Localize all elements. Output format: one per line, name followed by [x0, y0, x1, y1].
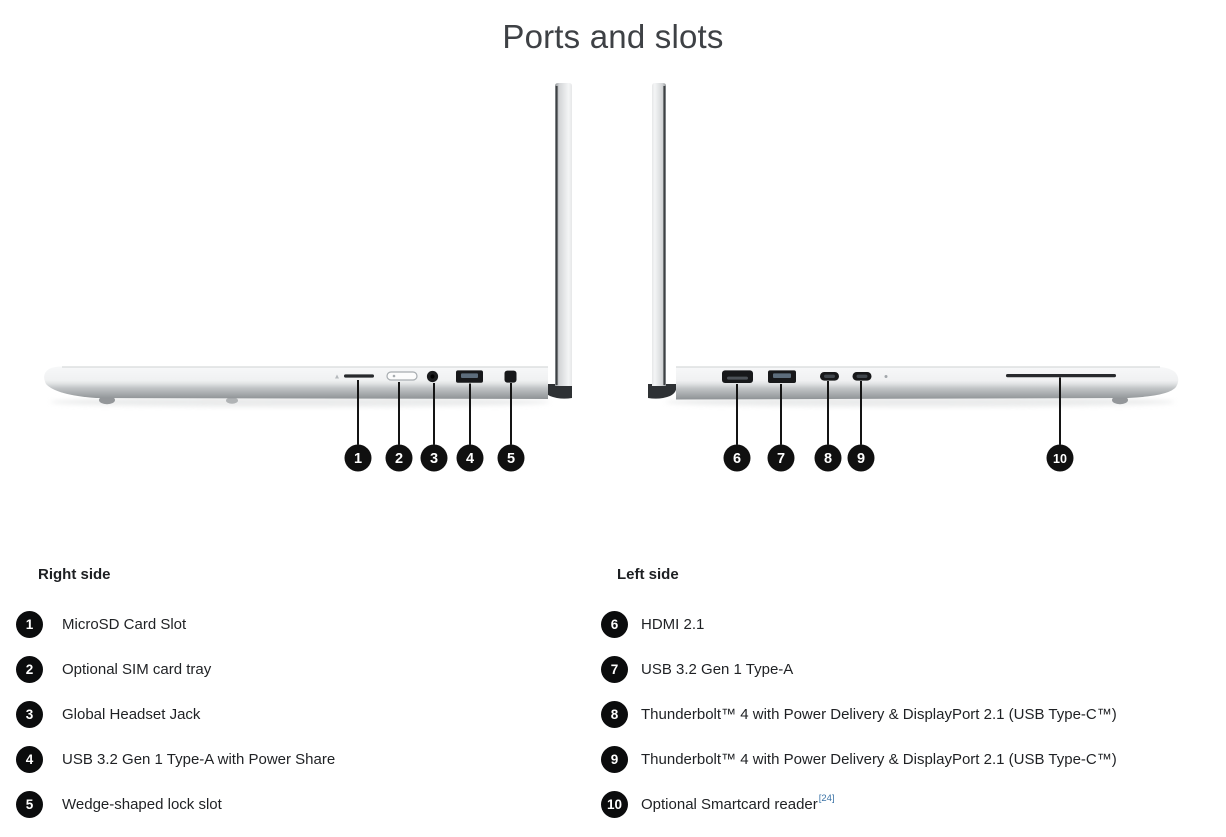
ports-diagram	[0, 70, 1226, 490]
legend-right-side	[16, 566, 591, 836]
legend-item-sim-tray	[16, 656, 591, 683]
smartcard-reader-slot	[1006, 374, 1116, 377]
sim-card-tray	[387, 372, 417, 380]
legend-left-side	[601, 566, 1211, 836]
legend-item-hdmi	[601, 611, 1211, 638]
laptop-left-side-view	[648, 83, 1178, 407]
callout-badge-8: 8	[601, 701, 628, 728]
page-title: Ports and slots	[502, 18, 724, 55]
usb-c-slot	[857, 375, 868, 378]
legend-label: MicroSD Card Slot	[62, 616, 187, 633]
legend-item-thunderbolt-1	[601, 701, 1211, 728]
callout-bubbles	[345, 445, 1074, 472]
legend-label: Wedge-shaped lock slot	[62, 796, 222, 813]
callout-badge-7: 7	[601, 656, 628, 683]
hinge	[648, 384, 676, 399]
footnote-link[interactable]: [24]	[818, 793, 835, 804]
legend-label: Optional SIM card tray	[62, 661, 212, 678]
legend-label: Global Headset Jack	[62, 706, 201, 723]
callout-badge-9: 9	[601, 746, 628, 773]
usb-c-slot	[824, 375, 835, 378]
callout-5-number: 5	[506, 451, 516, 468]
callout-badge-6: 6	[601, 611, 628, 638]
callout-3-number: 3	[429, 451, 439, 468]
callout-7-number: 7	[776, 451, 786, 468]
callout-badge-1: 1	[16, 611, 43, 638]
legend-item-lock-slot	[16, 791, 591, 818]
usb-a-tongue	[773, 373, 791, 378]
legend-item-usb-a-powershare	[16, 746, 591, 773]
legend-label: HDMI 2.1	[641, 616, 705, 633]
callout-10-number: 10	[1053, 451, 1067, 466]
legend-label: Optional Smartcard reader	[641, 796, 818, 813]
callout-4-number: 4	[465, 451, 475, 468]
callout-2-number: 2	[394, 451, 404, 468]
legend-item-microsd	[16, 611, 591, 638]
headset-jack-bore	[430, 374, 434, 378]
legend-heading-right-side: Right side	[38, 566, 111, 583]
usb-a-tongue	[461, 373, 478, 378]
callout-8-number: 8	[823, 451, 833, 468]
callout-badge-2: 2	[16, 656, 43, 683]
callout-badge-4: 4	[16, 746, 43, 773]
sim-pinhole	[393, 375, 396, 378]
display-bezel-edge	[556, 86, 558, 385]
callout-6-number: 6	[732, 451, 742, 468]
legend-item-smartcard-reader	[601, 791, 1211, 818]
legend-heading-left-side: Left side	[617, 566, 679, 583]
hdmi-slot	[727, 377, 748, 380]
legend-label: USB 3.2 Gen 1 Type-A	[641, 661, 794, 678]
callout-badge-5: 5	[16, 791, 43, 818]
callout-9-number: 9	[856, 451, 866, 468]
legend-item-thunderbolt-2	[601, 746, 1211, 773]
legend-item-usb-a	[601, 656, 1211, 683]
legend-item-headset-jack	[16, 701, 591, 728]
display-bezel-edge	[663, 86, 665, 385]
callout-1-number: 1	[353, 451, 363, 468]
callout-badge-10: 10	[601, 791, 628, 818]
legend-label: USB 3.2 Gen 1 Type-A with Power Share	[62, 751, 336, 768]
status-led	[885, 375, 888, 378]
callout-badge-3: 3	[16, 701, 43, 728]
lock-slot	[505, 371, 517, 383]
microsd-slot	[344, 374, 374, 377]
legend-label: Thunderbolt™ 4 with Power Delivery & DisplayPort 2.1 (USB Type-C™)	[641, 706, 1117, 723]
laptop-right-side-view	[44, 83, 572, 407]
legend-label: Thunderbolt™ 4 with Power Delivery & DisplayPort 2.1 (USB Type-C™)	[641, 751, 1117, 768]
